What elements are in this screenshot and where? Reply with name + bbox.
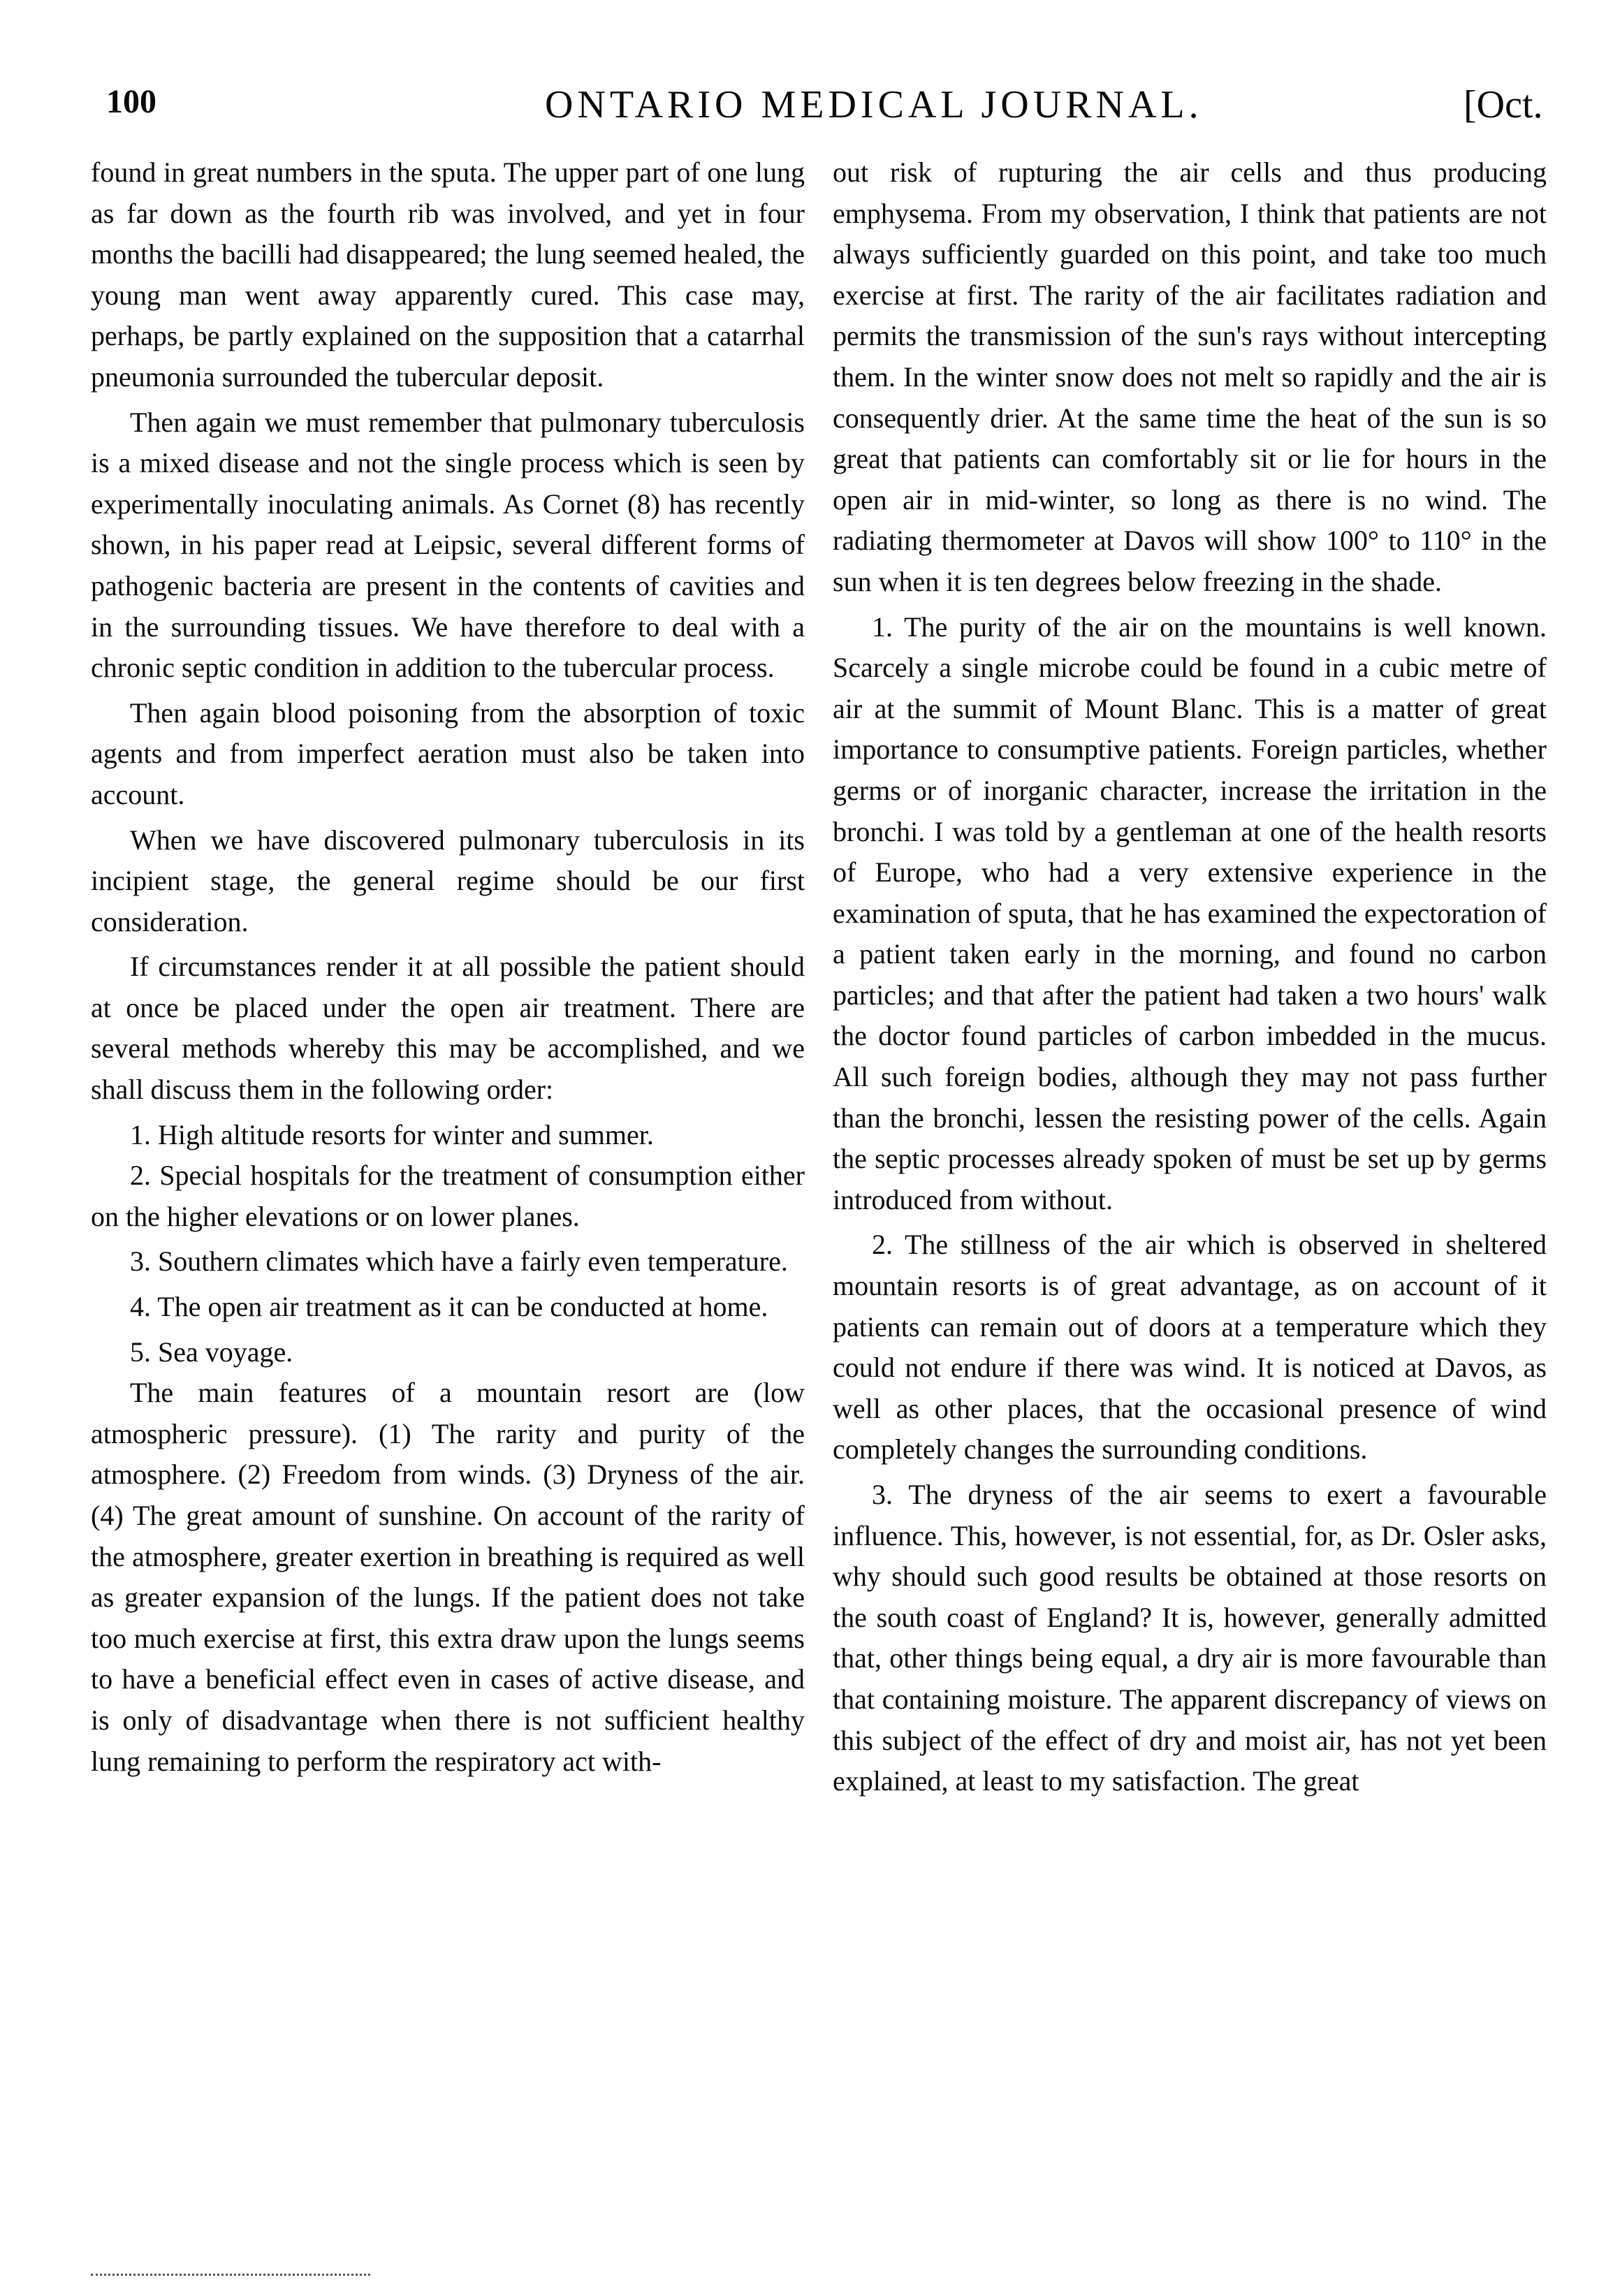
- list-item: 2. Special hospitals for the treatment of consumption either on the higher elevations or on lower planes.: [91, 1160, 805, 1232]
- paragraph: Then again blood poisoning from the absorption of toxic agents and from imperfect aeration must also be taken into account.: [91, 696, 805, 810]
- issue-month: [Oct.: [1464, 83, 1543, 126]
- right-column: [833, 152, 1547, 1802]
- list-item: 1. High altitude resorts for winter and summer.: [130, 1118, 654, 1150]
- paragraph: Then again we must remember that pulmonary tuberculosis is a mixed disease and not the single process which is seen by experimentally inoculating animals. As Cornet (8) has recently shown, in his paper read at Leipsic, several different forms of pathogenic bacteria are present in the contents of cavities and in the surrounding tissues. We have therefore to deal with a chronic septic condition in addition to the tubercular process.: [91, 406, 805, 684]
- left-column: [91, 152, 805, 1782]
- list-item: 3. Southern climates which have a fairly even temperature.: [130, 1245, 788, 1278]
- paragraph: 1. The purity of the air on the mountains is well known. Scarcely a single microbe could be found in a cubic metre of air at the summit of Mount Blanc. This is a matter of great importance to consumptive patients. Foreign particles, whether germs or of inorganic character, increase the irritation in the bronchi. I was told by a gentleman at one of the health resorts of Europe, who had a very extensive experience in the examination of sputa, that he has examined the expectoration of a patient taken early in the morning, and found no carbon particles; and that after the patient had taken a two hours' walk the doctor found particles of carbon imbedded in the mucus. All such foreign bodies, although they may not pass further than the bronchi, lessen the resisting power of the cells. Again the septic processes already spoken of must be set up by germs introduced from without.: [833, 610, 1547, 1215]
- paragraph: 2. The stillness of the air which is observed in sheltered mountain resorts is of great advantage, as on account of it patients can remain out of doors at a temperature which they could not endure if there was wind. It is noticed at Davos, as well as other places, that the occasional presence of wind completely changes the surrounding conditions.: [833, 1229, 1547, 1465]
- paragraph: When we have discovered pulmonary tuberculosis in its incipient stage, the general regime should be our first consideration.: [91, 824, 805, 937]
- paragraph: out risk of rupturing the air cells and thus producing emphysema. From my observation, I think that patients are not always sufficiently guarded on this point, and take too much exercise at first. The rarity of the air facilitates radiation and permits the transmission of the sun's rays without intercepting them. In the winter snow does not melt so rapidly and the air is consequently drier. At the same time the heat of the sun is so great that patients can comfortably sit or lie for hours in the open air in mid-winter, so long as there is no wind. The radiating thermometer at Davos will show 100° to 110° in the sun when it is ten degrees below freezing in the shade.: [833, 156, 1547, 597]
- paragraph: found in great numbers in the sputa. The upper part of one lung as far down as the fourth rib was involved, and yet in four months the bacilli had disappeared; the lung seemed healed, the young man went away apparently cured. This case may, perhaps, be partly explained on the supposition that a catarrhal pneumonia surrounded the tubercular deposit.: [91, 156, 805, 393]
- list-item: 4. The open air treatment as it can be conducted at home.: [130, 1291, 768, 1323]
- list-item: 5. Sea voyage.: [130, 1336, 293, 1368]
- footer-rule: [91, 2274, 370, 2281]
- journal-title: ONTARIO MEDICAL JOURNAL.: [545, 83, 1203, 126]
- page-number: 100: [106, 83, 156, 120]
- paragraph: 3. The dryness of the air seems to exert a favourable influence. This, however, is not essential, for, as Dr. Osler asks, why should such good results be obtained at those resorts on the south coast of England? It is, however, generally admitted that, other things being equal, a dry air is more favourable than that containing moisture. The apparent discrepancy of views on this subject of the effect of dry and moist air, has not yet been explained, at least to my satisfaction. The great: [833, 1479, 1547, 1797]
- paragraph: If circumstances render it at all possible the patient should at once be placed under the open air treatment. There are several methods whereby this may be accomplished, and we shall discuss them in the following order:: [91, 951, 805, 1106]
- paragraph: The main features of a mountain resort are (low atmospheric pressure). (1) The rarity and purity of the atmosphere. (2) Freedom from winds. (3) Dryness of the air. (4) The great amount of sunshine. On account of the rarity of the atmosphere, greater exertion in breathing is required as well as greater expansion of the lungs. If the patient does not take too much exercise at first, this extra draw upon the lungs seems to have a beneficial effect even in cases of active disease, and is only of disadvantage when there is not sufficient healthy lung remaining to perform the respiratory act with-: [91, 1377, 805, 1777]
